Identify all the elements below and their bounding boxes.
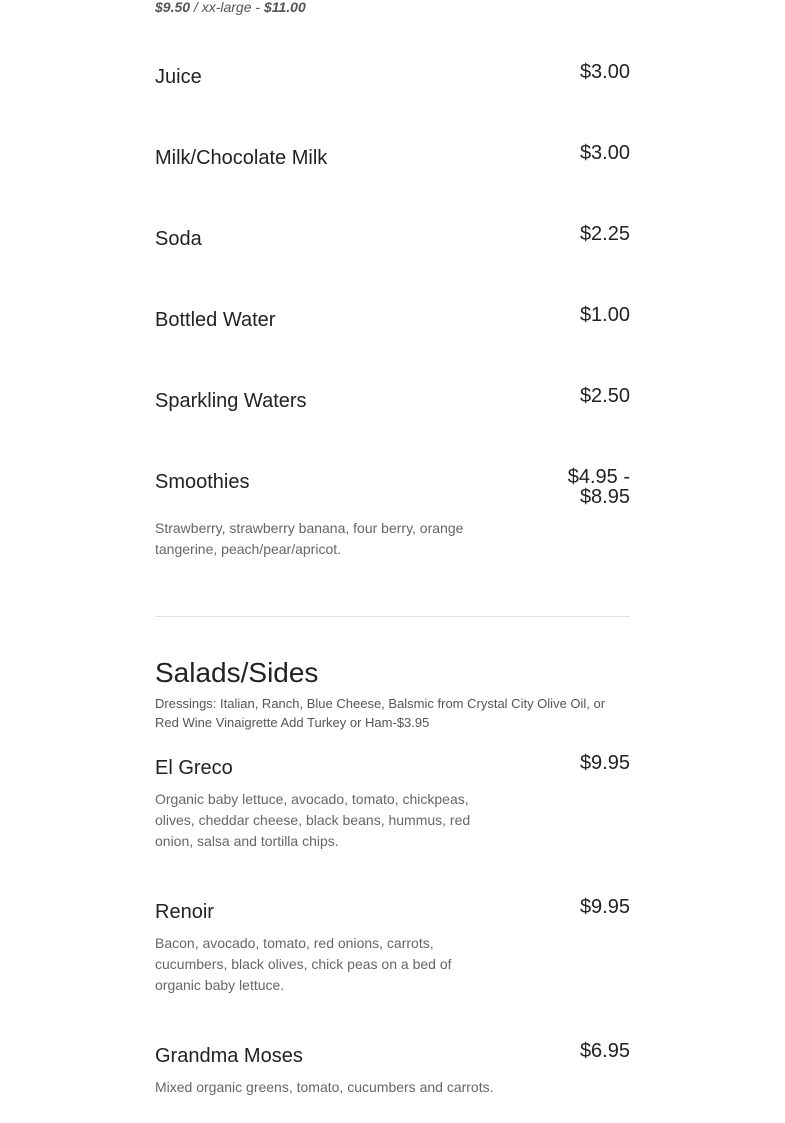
price-range-end: $8.95	[579, 486, 630, 508]
item-name: Milk/Chocolate Milk	[155, 147, 328, 169]
section-divider	[155, 616, 630, 617]
item-name: Sparkling Waters	[155, 390, 307, 412]
item-name: Smoothies	[155, 471, 250, 493]
item-description: Organic baby lettuce, avocado, tomato, chickpeas, olives, cheddar cheese, black beans, hummus, red onion, salsa and tortilla chips.	[155, 791, 471, 849]
item-description: Strawberry, strawberry banana, four berry, orange tangerine, peach/pear/apricot.	[155, 520, 464, 557]
item-price: $2.25	[579, 223, 630, 245]
size-price-note	[155, 0, 306, 16]
item-price: $9.95	[579, 896, 630, 918]
item-price: $3.00	[579, 61, 630, 83]
section-note: Dressings: Italian, Ranch, Blue Cheese, Balsmic from Crystal City Olive Oil, or Red Wine Vinaigrette Add Turkey or Ham-$3.95	[155, 696, 606, 730]
item-price-range	[568, 467, 630, 507]
price-range-start: $4.95 -	[567, 466, 630, 488]
size-separator: / xx-large -	[190, 0, 264, 15]
item-price: $1.00	[579, 304, 630, 326]
price-b: $11.00	[263, 0, 306, 15]
item-name: Bottled Water	[155, 309, 276, 331]
item-price: $2.50	[579, 385, 630, 407]
price-a: $9.50	[155, 0, 191, 15]
item-name: El Greco	[155, 757, 233, 779]
item-name: Soda	[155, 228, 202, 250]
item-description: Bacon, avocado, tomato, red onions, carrots, cucumbers, black olives, chick peas on a bed of organic baby lettuce.	[155, 935, 452, 993]
item-name: Juice	[155, 66, 202, 88]
item-name: Grandma Moses	[155, 1045, 303, 1067]
item-price: $6.95	[579, 1040, 630, 1062]
section-title: Salads/Sides	[155, 657, 319, 688]
item-name: Renoir	[155, 901, 214, 923]
item-description: Mixed organic greens, tomato, cucumbers and carrots.	[155, 1079, 494, 1095]
item-price: $9.95	[579, 752, 630, 774]
item-price: $3.00	[579, 142, 630, 164]
